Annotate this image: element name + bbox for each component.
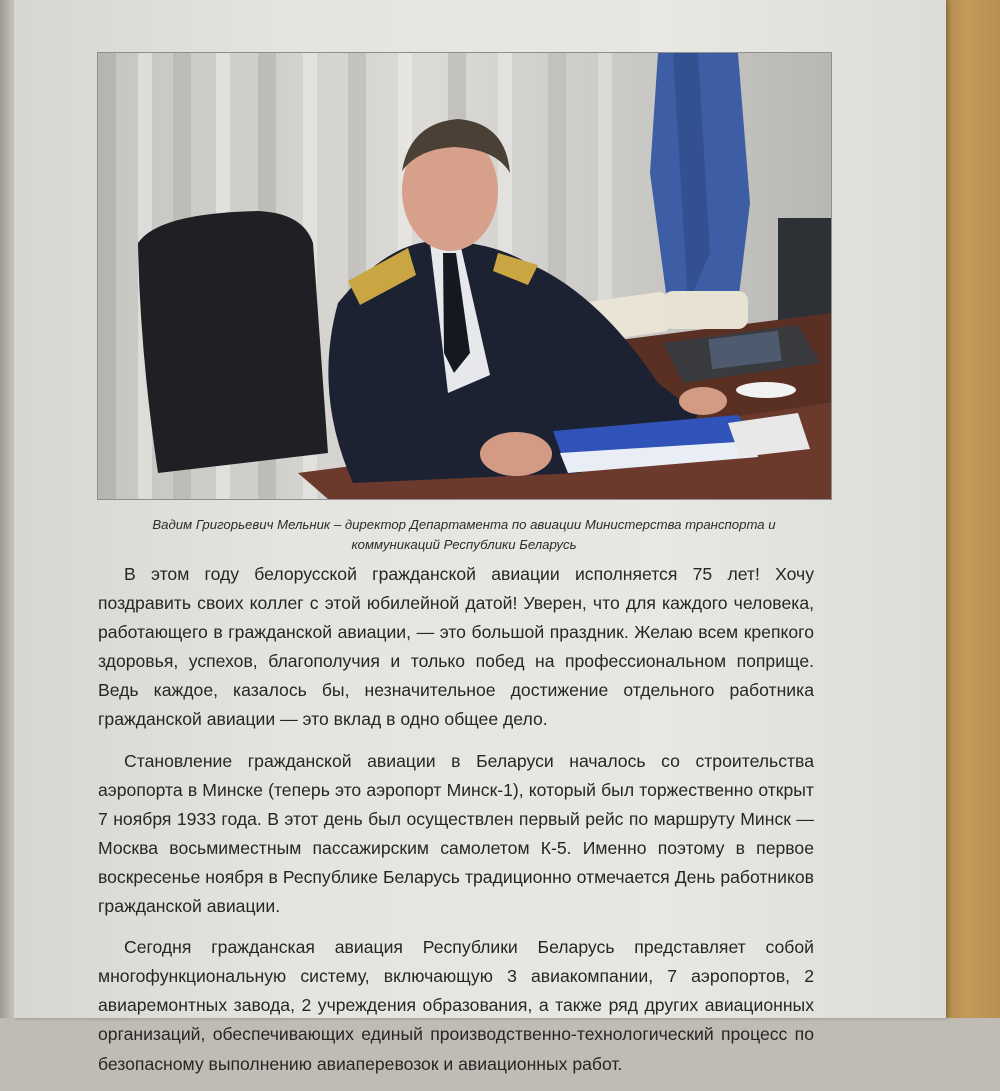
article-body xyxy=(98,560,814,1091)
wooden-surface xyxy=(944,0,1000,1018)
portrait-illustration xyxy=(98,53,831,499)
caption-line-1: Вадим Григорьевич Мельник – директор Департамента по авиации Министерства транспорта и xyxy=(152,517,776,532)
paragraph-3: Сегодня гражданская авиация Республики Беларусь представляет собой многофункциональную систему, включающую 3 авиакомпании, 7 аэропортов, 2 авиаремонтных завода, 2 учреждения образования, а также ряд других авиационных организаций, обеспечивающих единый производственно-технологический процесс по безопасному выполнению авиаперевозок и авиационных работ. xyxy=(98,937,814,1074)
background-edge xyxy=(0,0,14,1018)
portrait-photo xyxy=(97,52,832,500)
paragraph-1: В этом году белорусской гражданской авиации исполняется 75 лет! Хочу поздравить своих коллег с этой юбилейной датой! Уверен, что для каждого человека, работающего в гражданской авиации, — это большой праздник. Желаю всем крепкого здоровья, успехов, благополучия и только побед на профессиональном поприще. Ведь каждое, казалось бы, незначительное достижение отдельного работника гражданской авиации — это вклад в одно общее дело. xyxy=(98,564,814,730)
photo-caption xyxy=(100,515,828,555)
caption-line-2: коммуникаций Республики Беларусь xyxy=(351,537,577,552)
paragraph-2: Становление гражданской авиации в Беларуси началось со строительства аэропорта в Минске (теперь это аэропорт Минск-1), который был торжественно открыт 7 ноября 1933 года. В этот день был осуществлен первый рейс по маршруту Минск — Москва восьмиместным пассажирским самолетом К-5. Именно поэтому в первое воскресенье ноября в Республике Беларусь традиционно отмечается День работников гражданской авиации. xyxy=(98,750,814,917)
